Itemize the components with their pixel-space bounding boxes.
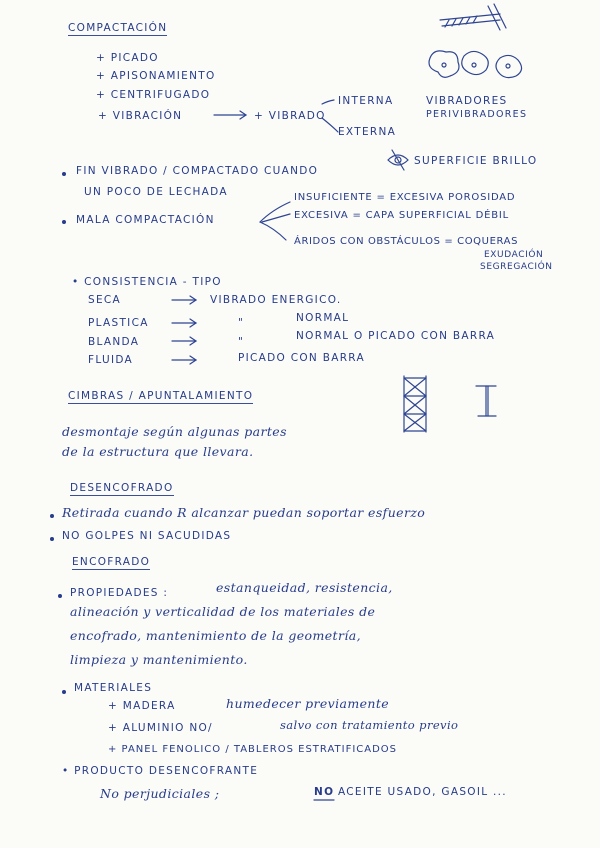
- externa-label: EXTERNA: [338, 126, 397, 138]
- excesiva-line: EXCESIVA = CAPA SUPERFICIAL DÉBIL: [294, 210, 510, 221]
- producto-heading: • PRODUCTO DESENCOFRANTE: [62, 765, 259, 777]
- bullet: [62, 220, 66, 224]
- vibrado-label: + VIBRADO: [254, 110, 326, 122]
- segregacion-label: SEGREGACIÓN: [480, 262, 553, 272]
- aluminio-label: + ALUMINIO NO/: [108, 722, 213, 734]
- encofrado-heading: ENCOFRADO: [72, 556, 151, 568]
- vibradores-label: VIBRADORES: [426, 95, 508, 107]
- bullet: [50, 537, 54, 541]
- panel-line: + PANEL FENOLICO / TABLEROS ESTRATIFICADOS: [108, 744, 398, 755]
- section-heading-compactacion: COMPACTACIÓN: [68, 22, 168, 34]
- metodo-plastica: NORMAL: [296, 312, 350, 324]
- lechada-line: UN POCO DE LECHADA: [84, 186, 228, 198]
- desencofrado-line-1: Retirada cuando R alcanzar puedan soportar esfuerzo: [62, 505, 426, 520]
- tipo-blanda: BLANDA: [88, 336, 140, 348]
- cimbras-heading: CIMBRAS / APUNTALAMIENTO: [68, 390, 254, 402]
- cimbras-line-1: desmontaje según algunas partes: [62, 424, 287, 439]
- eye-icon: [388, 150, 408, 170]
- aluminio-text: salvo con tratamiento previo: [280, 718, 459, 732]
- propiedades-line-2: alineación y verticalidad de los materiales de: [70, 604, 376, 619]
- metodo-seca: VIBRADO ENERGICO.: [210, 294, 342, 306]
- propiedades-label: PROPIEDADES :: [70, 587, 169, 599]
- bullet: [62, 690, 66, 694]
- interna-label: INTERNA: [338, 95, 394, 107]
- mala-compactacion: MALA COMPACTACIÓN: [76, 214, 215, 226]
- materiales-label: MATERIALES: [74, 682, 153, 694]
- prop-sketch-icon: [476, 386, 496, 416]
- list-item: + PICADO: [96, 52, 159, 64]
- perivibrator-circles-icon: [429, 51, 522, 78]
- metodo-fluida: PICADO CON BARRA: [238, 352, 365, 364]
- superficie-brillo: SUPERFICIE BRILLO: [414, 155, 538, 167]
- vibrator-sketch-icon: [440, 4, 506, 30]
- exudacion-label: EXUDACIÓN: [484, 250, 544, 260]
- ditto-blanda: ": [238, 336, 245, 348]
- perivibradores-label: PERIVIBRADORES: [426, 109, 528, 120]
- aridos-line: ÁRIDOS CON OBSTÁCULOS = COQUERAS: [294, 236, 519, 247]
- consistencia-heading: • CONSISTENCIA - TIPO: [72, 276, 222, 288]
- tipo-seca: SECA: [88, 294, 122, 306]
- metodo-blanda: NORMAL O PICADO CON BARRA: [296, 330, 496, 342]
- fin-vibrado-line: FIN VIBRADO / COMPACTADO CUANDO: [76, 165, 319, 177]
- list-item: + VIBRACIÓN: [98, 110, 183, 122]
- desencofrado-line-2: NO GOLPES NI SACUDIDAS: [62, 530, 232, 542]
- madera-text: humedecer previamente: [226, 696, 390, 711]
- tipo-fluida: FLUIDA: [88, 354, 134, 366]
- producto-line-a: No perjudiciales ;: [100, 786, 220, 801]
- producto-line-c: ACEITE USADO, GASOIL ...: [338, 786, 507, 798]
- propiedades-line-3: encofrado, mantenimiento de la geometría,: [70, 628, 361, 643]
- list-item: + APISONAMIENTO: [96, 70, 216, 82]
- bullet: [50, 514, 54, 518]
- cimbras-line-2: de la estructura que llevara.: [62, 444, 254, 459]
- ditto-plastica: ": [238, 317, 245, 329]
- bullet: [58, 594, 62, 598]
- propiedades-line-1: estanqueidad, resistencia,: [216, 580, 393, 595]
- desencofrado-heading: DESENCOFRADO: [70, 482, 174, 494]
- propiedades-line-4: limpieza y mantenimiento.: [70, 652, 248, 667]
- insuficiente-line: INSUFICIENTE = EXCESIVA POROSIDAD: [294, 192, 516, 203]
- producto-line-no: NO: [314, 786, 335, 798]
- scaffold-sketch-icon: [404, 376, 426, 432]
- bullet: [62, 172, 66, 176]
- list-item: + CENTRIFUGADO: [96, 89, 211, 101]
- madera-label: + MADERA: [108, 700, 176, 712]
- tipo-plastica: PLASTICA: [88, 317, 149, 329]
